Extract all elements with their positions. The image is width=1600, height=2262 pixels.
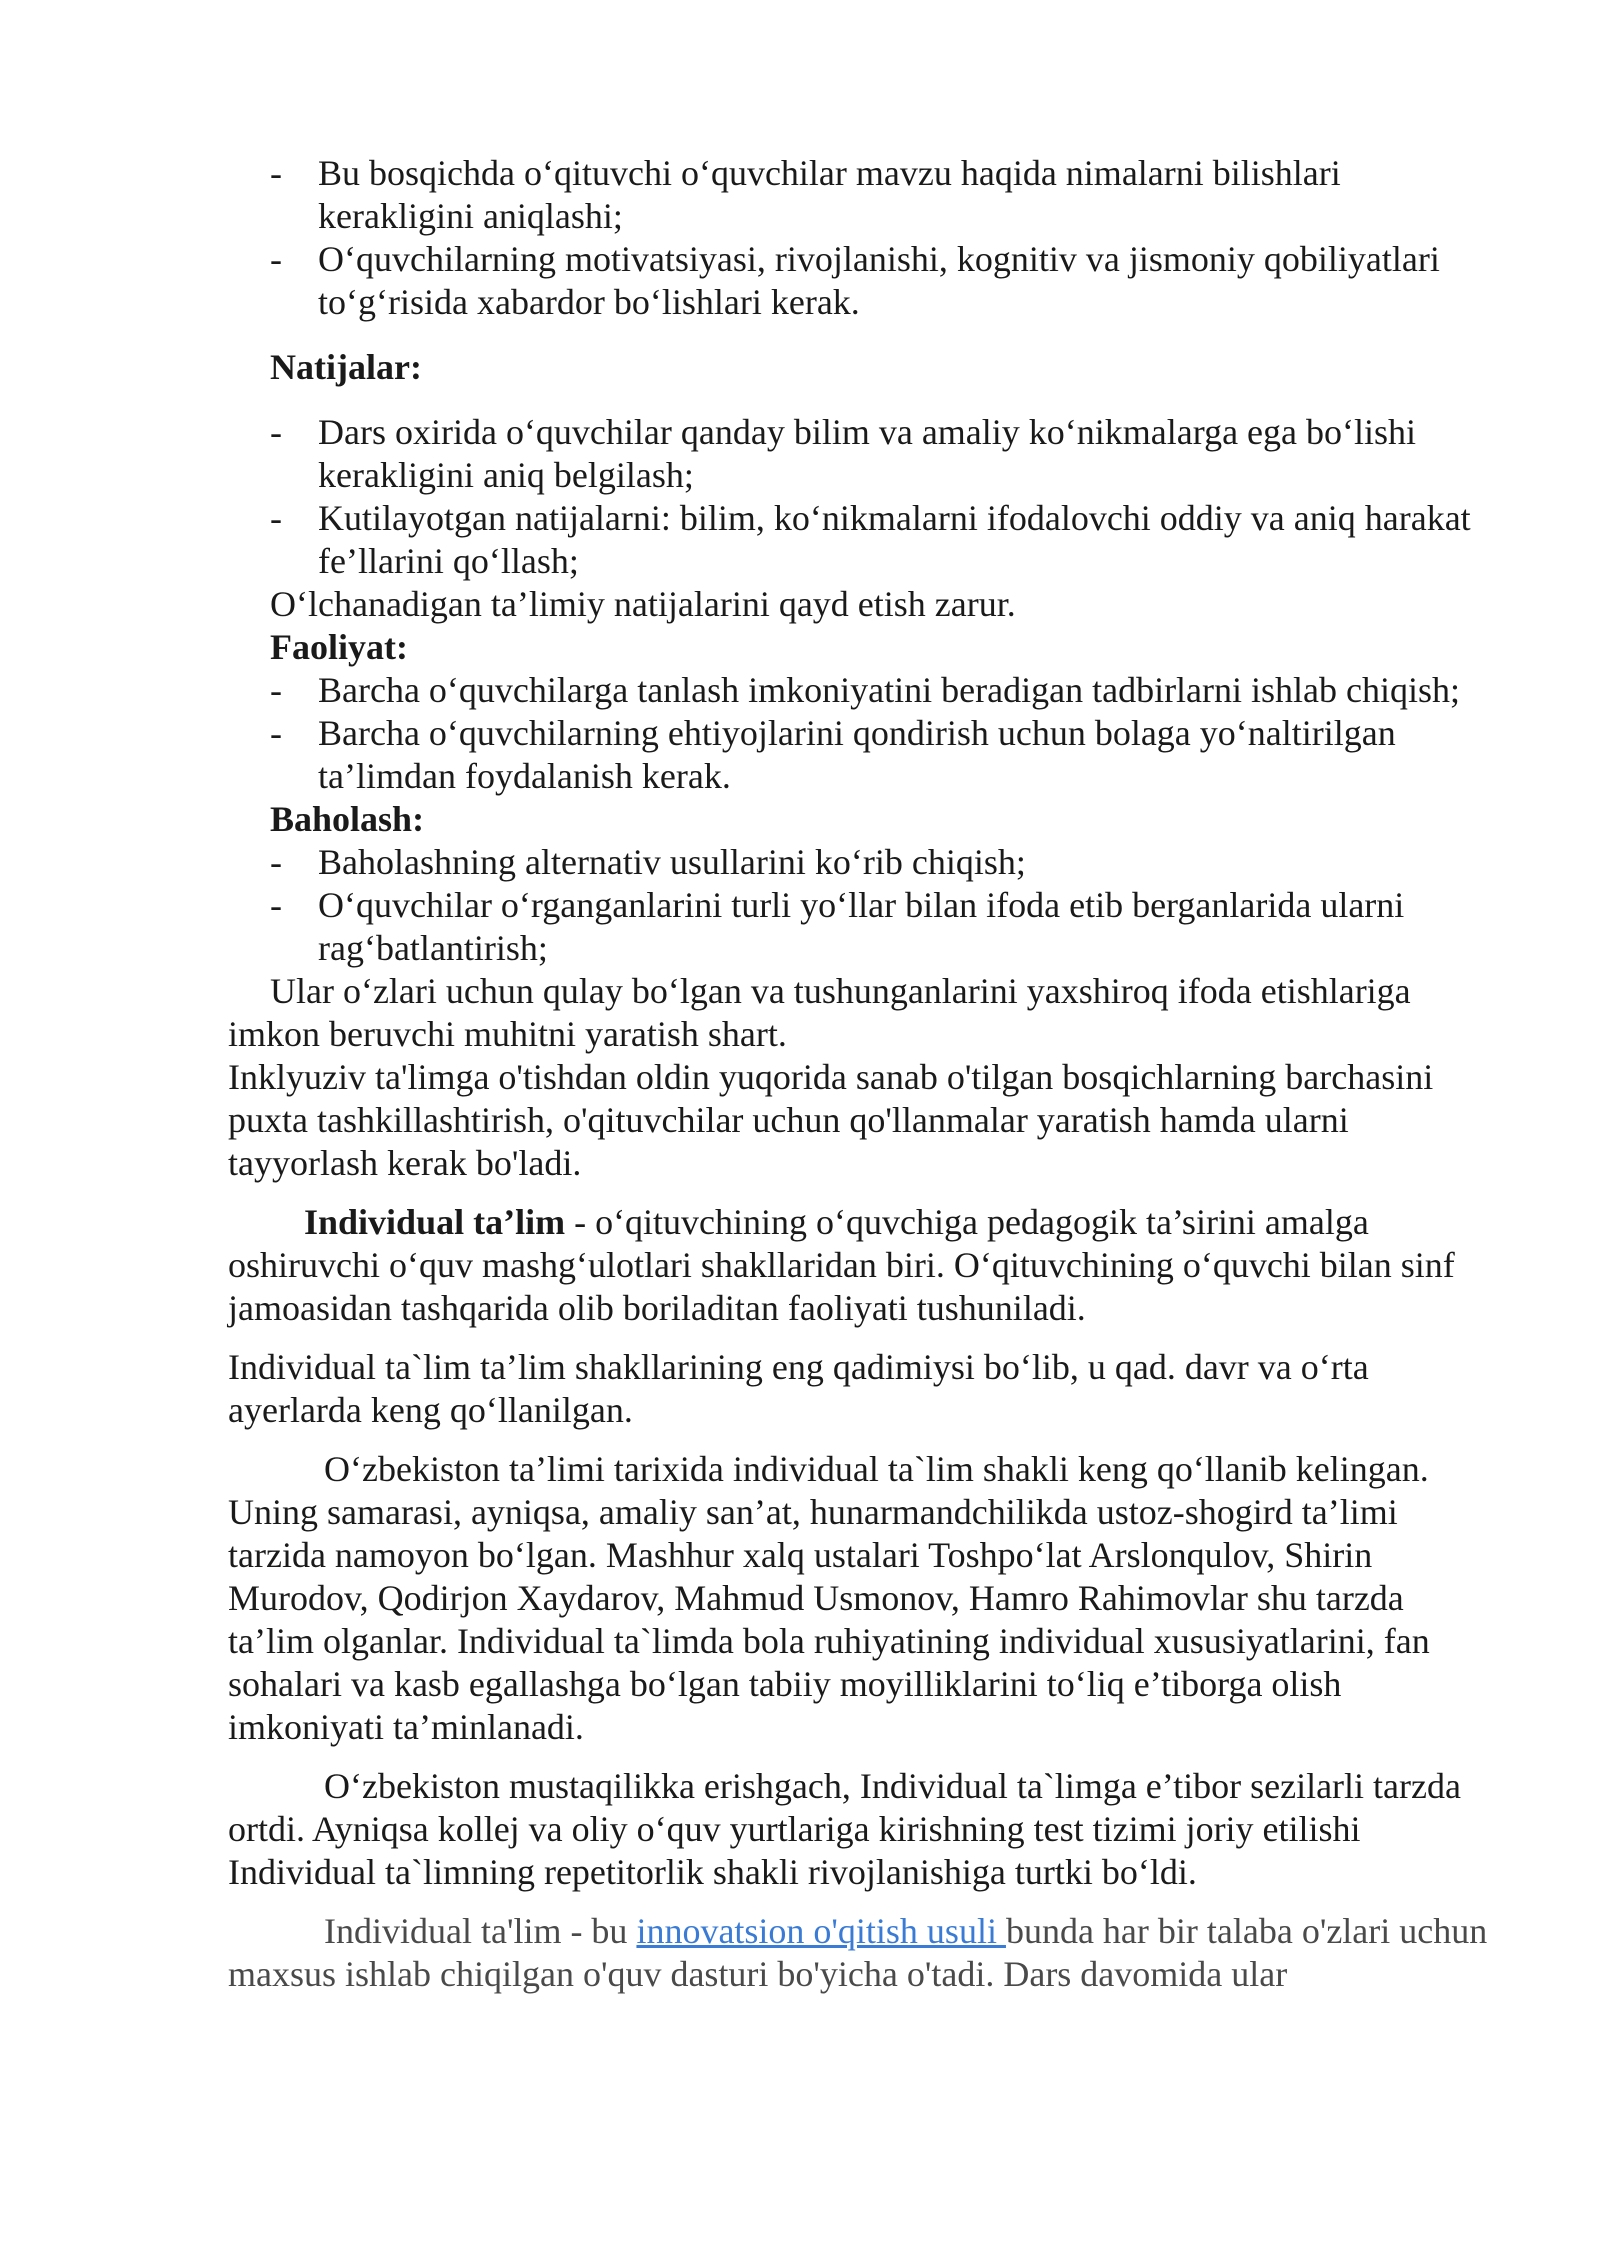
dash-marker: - [270, 153, 282, 193]
section-heading-faoliyat: Faoliyat: [270, 627, 408, 667]
dash-marker: - [270, 670, 282, 710]
dash-marker: - [270, 412, 282, 452]
natijalar-note: O‘lchanadigan ta’limiy natijalarini qayd etish zarur. [270, 584, 1016, 624]
natijalar-list [270, 411, 1490, 583]
dash-marker: - [270, 842, 282, 882]
paragraph-inclusive: Inklyuziv ta'limga o'tishdan oldin yuqorida sanab o'tilgan bosqichlarning barchasini puxta tashkillashtirish, o'qituvchilar uchun qo'llanmalar yaratish hamda ularni tayyorlash kerak bo'ladi. [228, 1057, 1434, 1183]
dash-marker: - [270, 713, 282, 753]
dash-marker: - [270, 885, 282, 925]
section-heading-natijalar: Natijalar: [270, 347, 422, 387]
intro-list [270, 152, 1490, 324]
list-item: - Bu bosqichda o‘qituvchi o‘quvchilar mavzu haqida nimalarni bilishlari kerakligini aniqlashi; [270, 153, 1341, 236]
term-individual-talim: Individual ta’lim [304, 1202, 566, 1242]
paragraph-innovative: Individual ta'lim - bu innovatsion o'qitish usuli bunda har bir talaba o'zlari uchun maxsus ishlab chiqilgan o'quv dasturi bo'yicha o'tadi. Dars davomida ular [228, 1911, 1488, 1994]
list-item: - Baholashning alternativ usullarini ko‘rib chiqish; [270, 842, 1026, 882]
list-item: - Kutilayotgan natijalarni: bilim, ko‘nikmalarni ifodalovchi oddiy va aniq harakat fe’llarini qo‘llash; [270, 498, 1471, 581]
dash-marker: - [270, 239, 282, 279]
paragraph-environment: Ular o‘zlari uchun qulay bo‘lgan va tushunganlarini yaxshiroq ifoda etishlariga imkon beruvchi muhitni yaratish shart. [228, 971, 1411, 1054]
list-item: - O‘quvchilar o‘rganganlarini turli yo‘llar bilan ifoda etib berganlarida ularni rag‘batlantirish; [270, 885, 1405, 968]
paragraph-history: Individual ta`lim ta’lim shakllarining eng qadimiysi bo‘lib, u qad. davr va o‘rta ayerlarda keng qo‘llanilgan. [228, 1347, 1369, 1430]
innovative-method-link[interactable]: innovatsion o'qitish usuli [636, 1911, 1006, 1951]
paragraph-uzbekistan-history: O‘zbekiston ta’limi tarixida individual ta`lim shakli keng qo‘llanib kelingan. Uning samarasi, ayniqsa, amaliy san’at, hunarmandchilikda ustoz-shogird ta’limi tarzida namoyon bo‘lgan. Mashhur xalq ustalari Toshpo‘lat Arslonqulov, Shirin Murodov, Qodirjon Xaydarov, Mahmud Usmonov, Hamro Rahimovlar shu tarzda ta’lim olganlar. Individual ta`limda bola ruhiyatining individual xususiyatlarini, fan sohalari va kasb egallashga bo‘lgan tabiiy moyilliklarini to‘liq e’tiborga olish imkoniyati ta’minlanadi. [228, 1449, 1430, 1747]
baholash-list [270, 841, 1490, 970]
list-item: - Barcha o‘quvchilarning ehtiyojlarini qondirish uchun bolaga yo‘naltirilgan ta’limdan foydalanish kerak. [270, 713, 1396, 796]
intro-list-block [270, 152, 1490, 970]
faoliyat-list [270, 669, 1490, 798]
list-item: - O‘quvchilarning motivatsiyasi, rivojlanishi, kognitiv va jismoniy qobiliyatlari to‘g‘risida xabardor bo‘lishlari kerak. [270, 239, 1440, 322]
paragraph-individual-definition: Individual ta’lim - o‘qituvchining o‘quvchiga pedagogik ta’sirini amalga oshiruvchi o‘quv mashg‘ulotlari shakllaridan biri. O‘qituvchining o‘quvchi bilan sinf jamoasidan tashqarida olib boriladitan faoliyati tushuniladi. [228, 1202, 1455, 1328]
document-body [228, 152, 1490, 1996]
paragraph-independence: O‘zbekiston mustaqilikka erishgach, Individual ta`limga e’tibor sezilarli tarzda ortdi. Ayniqsa kollej va oliy o‘quv yurtlariga kirishning test tizimi joriy etilishi Individual ta`limning repetitorlik shakli rivojlanishiga turtki bo‘ldi. [228, 1766, 1461, 1892]
dash-marker: - [270, 498, 282, 538]
list-item: - Dars oxirida o‘quvchilar qanday bilim va amaliy ko‘nikmalarga ega bo‘lishi kerakligini aniq belgilash; [270, 412, 1417, 495]
section-heading-baholash: Baholash: [270, 799, 425, 839]
list-item: - Barcha o‘quvchilarga tanlash imkoniyatini beradigan tadbirlarni ishlab chiqish; [270, 670, 1461, 710]
